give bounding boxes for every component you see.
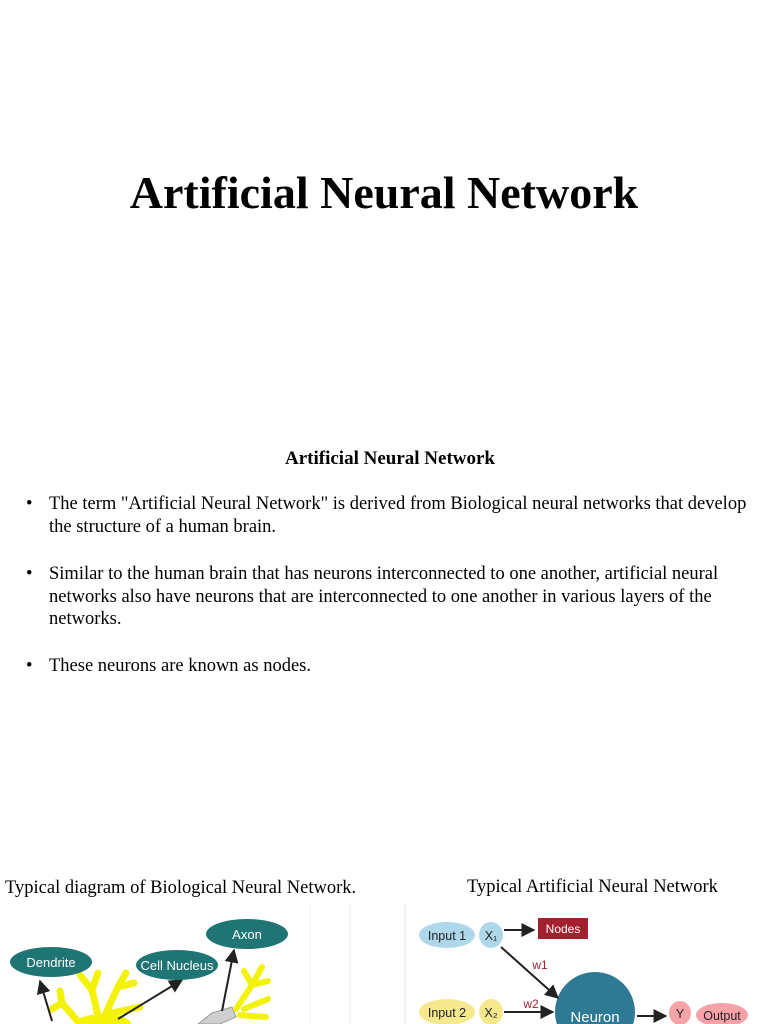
x2-node: [479, 999, 503, 1024]
x2-text: X₂: [484, 1006, 498, 1020]
axon-shaft: [198, 1007, 236, 1024]
dendrite-label-text: Dendrite: [26, 955, 76, 970]
neuron-node: [555, 972, 635, 1024]
weight-w2-text: w2: [523, 997, 539, 1011]
bullet-text: The term "Artificial Neural Network" is derived from Biological neural networks that develop the structure of a human brain.: [49, 494, 747, 537]
axon-label: [206, 919, 288, 949]
bio-figure-caption: Typical diagram of Biological Neural Network.: [5, 878, 357, 898]
artificial-neuron-diagram: [400, 905, 768, 1024]
input-1-text: Input 1: [427, 929, 467, 943]
bullet-text: Similar to the human brain that has neurons interconnected to one another, artificial neural networks also have neurons that are interconnected to one another in various layers of the networks.: [49, 564, 719, 630]
neuron-text: Neuron: [570, 1009, 620, 1024]
input-2-node: [419, 999, 475, 1024]
nodes-label: [538, 918, 588, 939]
axon-label-text: Axon: [232, 927, 262, 942]
x1-text: X₁: [484, 929, 498, 943]
slide-title: Artificial Neural Network: [129, 167, 639, 218]
ann-figure-caption: Typical Artificial Neural Network: [467, 877, 718, 897]
bullet-dot: •: [26, 656, 33, 676]
cell-nucleus-label: [136, 950, 218, 980]
output-text: Output: [703, 1009, 741, 1023]
x1-node: [479, 922, 503, 948]
cell-nucleus-label-text: Cell Nucleus: [140, 958, 214, 973]
dendrite-label: [10, 947, 92, 977]
bullet-dot: •: [26, 494, 33, 514]
nodes-label-text: Nodes: [545, 922, 581, 936]
output-node: [696, 1003, 748, 1024]
biological-neuron-diagram: [0, 905, 360, 1024]
y-node: [669, 1001, 691, 1024]
weight-w1-text: w1: [532, 958, 548, 972]
input-2-text: Input 2: [427, 1006, 467, 1020]
section-heading: Artificial Neural Network: [285, 448, 495, 469]
axon-terminals: [236, 967, 268, 1017]
bullet-dot: •: [26, 564, 33, 584]
input-1-node: [419, 922, 475, 948]
y-text: Y: [675, 1007, 685, 1021]
bullet-text: These neurons are known as nodes.: [49, 656, 312, 676]
